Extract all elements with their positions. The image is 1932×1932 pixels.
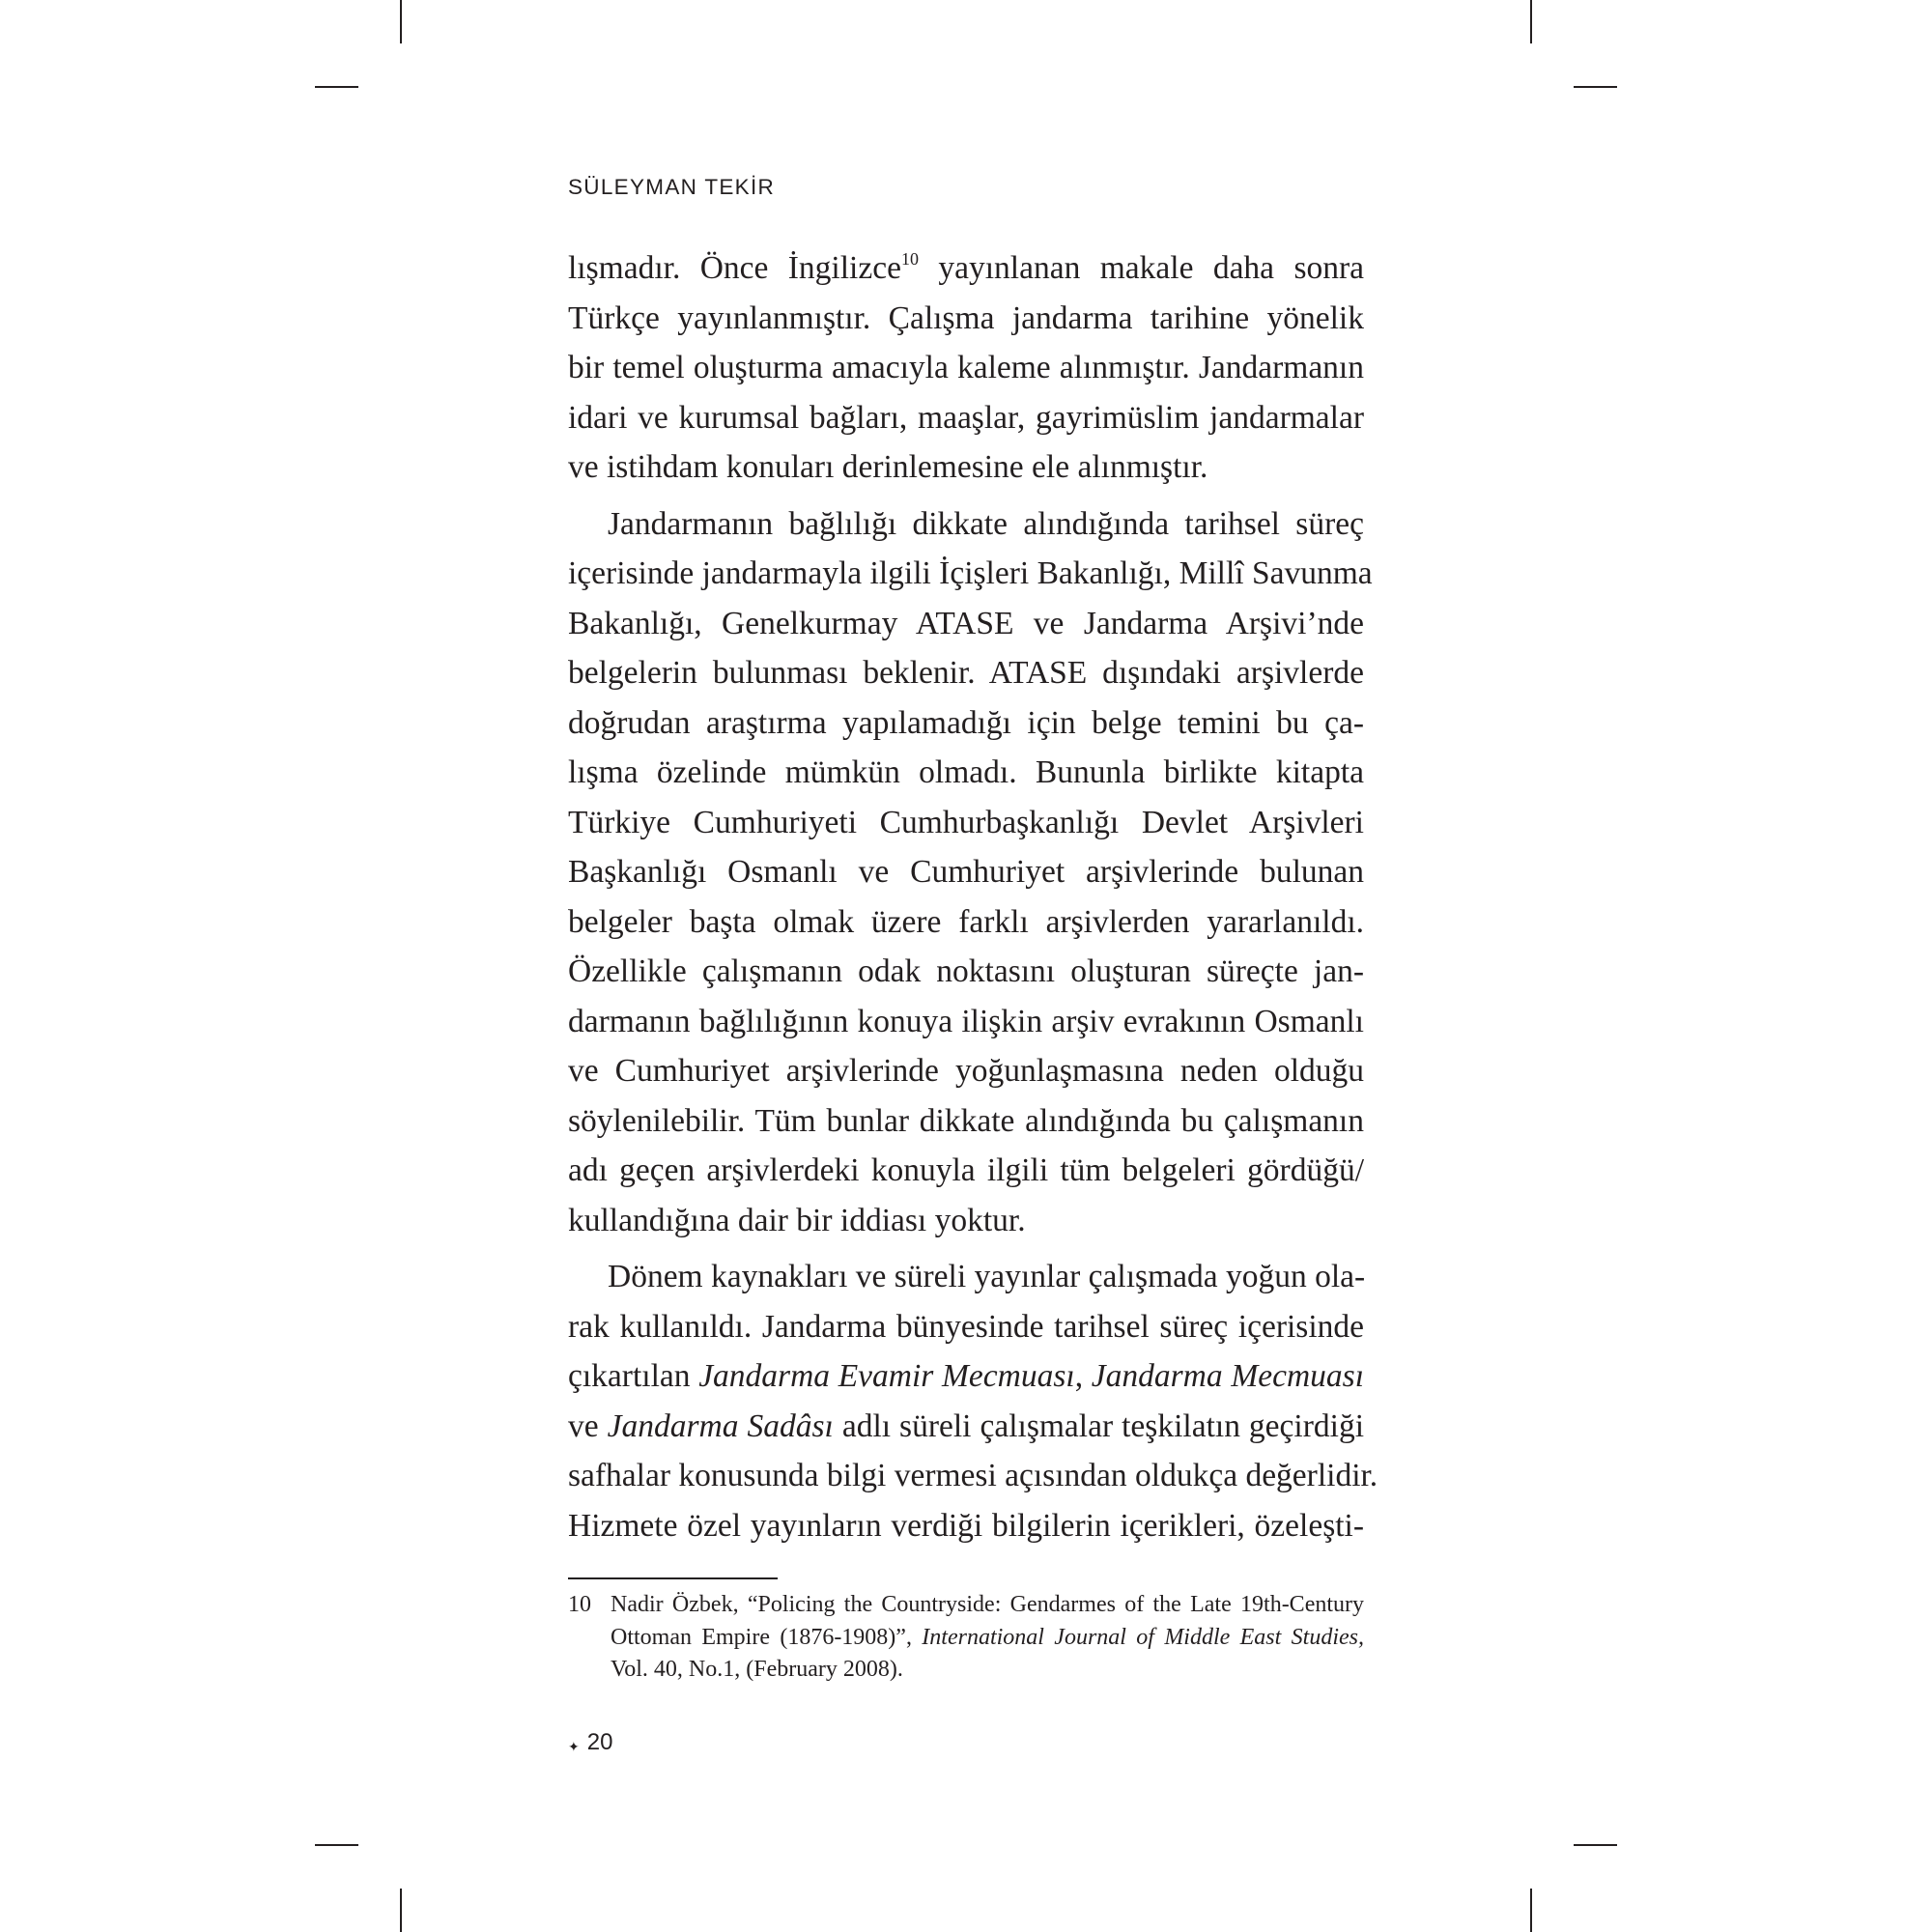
text-line: çıkartılan Jandarma Evamir Mecmuası, Jandarma Mecmuası (568, 1358, 1364, 1394)
journal-title: International Journal of Middle East Studies, (922, 1624, 1364, 1650)
text-line: doğrudan araştırma yapılamadığı için belge temini bu ça- (568, 704, 1364, 741)
footnote-number: 10 (568, 1592, 591, 1617)
text-line: kullandığına dair bir iddiası yoktur. (568, 1202, 1026, 1238)
paragraph-1 (568, 243, 1364, 493)
text-line: Dönem kaynakları ve süreli yayınlar çalışmada yoğun ola- (608, 1259, 1366, 1294)
footnote-line: Nadir Özbek, “Policing the Countryside: Gendarmes of the Late 19th-Century (611, 1592, 1364, 1617)
text-line: Başkanlığı Osmanlı ve Cumhuriyet arşivlerinde bulunan (568, 854, 1364, 890)
text-line: belgelerin bulunması beklenir. ATASE dışındaki arşivlerde (568, 655, 1364, 691)
text-line: Hizmete özel yayınların verdiği bilgilerin içerikleri, özeleşti- (568, 1507, 1364, 1544)
text-line: içerisinde jandarmayla ilgili İçişleri Bakanlığı, Millî Savunma (568, 555, 1373, 591)
paragraph-3 (568, 1252, 1378, 1550)
crop-mark-left-bottom (315, 1844, 358, 1846)
text-line: bir temel oluşturma amacıyla kaleme alınmıştır. Jandarmanın (568, 350, 1364, 385)
footnote-line: Vol. 40, No.1, (February 2008). (611, 1657, 903, 1682)
running-header: SÜLEYMAN TEKİR (568, 175, 776, 199)
text-line: adı geçen arşivlerdeki konuyla ilgili tüm belgeleri gördüğü/ (568, 1152, 1364, 1188)
page-folio (568, 1729, 612, 1756)
crop-mark-right-top (1574, 86, 1617, 88)
ornament-icon: ✦ (568, 1739, 580, 1754)
text-line: Bakanlığı, Genelkurmay ATASE ve Jandarma Arşivi’nde (568, 605, 1364, 641)
text-line: lışma özelinde mümkün olmadı. Bununla birlikte kitapta (568, 754, 1364, 790)
crop-mark-top-left (400, 0, 402, 43)
text-line: Jandarmanın bağlılığı dikkate alındığında tarihsel süreç (608, 505, 1364, 542)
text-line: söylenilebilir. Tüm bunlar dikkate alındığında bu çalışmanın (568, 1102, 1364, 1139)
periodical-title: Jandarma Evamir Mecmuası (698, 1358, 1075, 1394)
text-line: idari ve kurumsal bağları, maaşlar, gayrimüslim jandarmalar (568, 399, 1364, 436)
text-line: ve Cumhuriyet arşivlerinde yoğunlaşmasına neden olduğu (568, 1053, 1364, 1089)
paragraph-2 (568, 499, 1373, 1246)
text-line: belgeler başta olmak üzere farklı arşivlerden yararlanıldı. (568, 903, 1364, 940)
periodical-title: Jandarma Sadâsı (607, 1407, 834, 1444)
periodical-title: Jandarma Mecmuası (1091, 1358, 1364, 1394)
page-number: 20 (586, 1729, 613, 1755)
text-line: ve Jandarma Sadâsı adlı süreli çalışmalar teşkilatın geçirdiği (568, 1407, 1365, 1444)
text-line: ve istihdam konuları derinlemesine ele alınmıştır. (568, 449, 1208, 485)
text-line: darmanın bağlılığının konuya ilişkin arşiv evrakının Osmanlı (568, 1003, 1364, 1039)
footnote (568, 1589, 1364, 1687)
crop-mark-right-bottom (1574, 1844, 1617, 1846)
text-line: Özellikle çalışmanın odak noktasını oluşturan süreçte jan- (568, 953, 1364, 989)
footnote-separator (568, 1577, 778, 1579)
text-line: rak kullanıldı. Jandarma bünyesinde tarihsel süreç içerisinde (568, 1308, 1364, 1345)
text-line: Türkiye Cumhuriyeti Cumhurbaşkanlığı Devlet Arşivleri (568, 804, 1364, 840)
text-line: lışmadır. Önce İngilizce$^{10}$ yayınlanan makale daha sonra (568, 249, 1365, 286)
text-line: safhalar konusunda bilgi vermesi açısından oldukça değerlidir. (568, 1458, 1378, 1493)
crop-mark-top-right (1530, 0, 1532, 43)
crop-mark-bottom-right (1530, 1889, 1532, 1932)
crop-mark-bottom-left (400, 1889, 402, 1932)
text-line: Türkçe yayınlanmıştır. Çalışma jandarma tarihine yönelik (568, 299, 1364, 336)
footnote-ref[interactable]: 10 (900, 249, 919, 269)
footnote-line: Ottoman Empire (1876-1908)”, International Journal of Middle East Studies, (611, 1624, 1364, 1650)
crop-mark-left-top (315, 86, 358, 88)
body-text (568, 243, 1378, 1550)
